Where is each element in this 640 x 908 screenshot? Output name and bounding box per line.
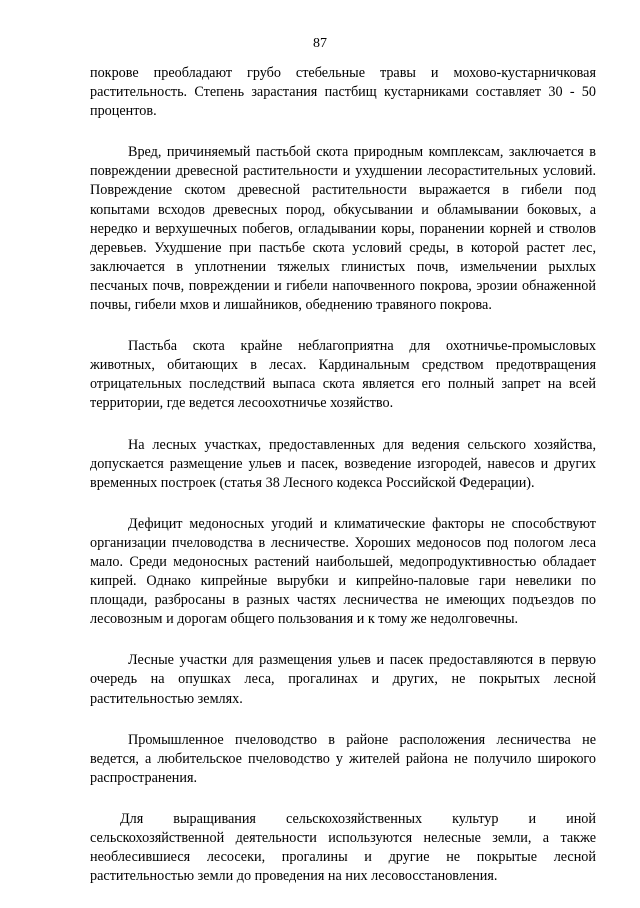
paragraph-honey-plants: Дефицит медоносных угодий и климатические факторы не способствуют организации пчеловодства в лесничестве. Хороших медоносов под пологом леса мало. Среди медоносных растений наибольшей, медопродуктивностью обладает кипрей. Однако кипрейные вырубки и кипрейно-паловые гари невелики по площади, разбросаны в разных частях лесничества не имеющих подъездов по лесовозным и дорогам общего пользования и к тому же недолговечны. (90, 515, 596, 628)
paragraph-apiary-plots: Лесные участки для размещения ульев и пасек предоставляются в первую очередь на опушках леса, прогалинах и других, не покрытых лесной растительностью землях. (90, 652, 596, 707)
paragraph-crop-cultivation: Для выращивания сельскохозяйственных культур и иной сельскохозяйственной деятельности используются нелесные земли, а также необлесившиеся лесосеки, прогалины и другие не покрытые лесной растительностью земли до проведения на них лесовосстановления. (90, 810, 596, 885)
paragraph-game-animals: Пастьба скота крайне неблагоприятна для охотничье-промысловых животных, обитающих в лесах. Кардинальным средством предотвращения отрицательных последствий выпаса скота является его полный запрет на всей территории, где ведется лесоохотничье хозяйство. (90, 338, 596, 412)
document-body (90, 64, 596, 908)
paragraph-grazing-damage: Вред, причиняемый пастьбой скота природным комплексам, заключается в повреждении древесной растительности и ухудшении лесорастительных условий. Повреждение скотом древесной растительности выражается в гибели под копытами всходов древесных пород, обкусывании и обламывании боковых, а нередко и верхушечных побегов, огладывании коры, поранении корней и стволов деревьев. Ухудшение при пастьбе скота условий среды, в которой растет лес, заключается в уплотнении тяжелых глинистых почв, измельчении рыхлых песчаных почв, повреждении и гибели напочвенного покрова, эрозии обнаженной почвы, гибели мхов и лишайников, обеднению травяного покрова. (90, 144, 596, 314)
paragraph-beekeeping: Промышленное пчеловодство в районе расположения лесничества не ведется, а любительское пчеловодство у жителей района не получило широкого распространения. (90, 731, 596, 786)
paragraph-agriculture-plots: На лесных участках, предоставленных для ведения сельского хозяйства, допускается размещение ульев и пасек, возведение изгородей, навесов и других временных построек (статья 38 Лесного кодекса Российской Федерации). (90, 436, 596, 491)
page-number: 87 (313, 36, 327, 51)
paragraph-grazing-vegetation: покрове преобладают грубо стебельные травы и мохово-кустарничковая растительность. Степень зарастания пастбищ кустарниками составляет 30 - 50 процентов. (90, 65, 596, 120)
